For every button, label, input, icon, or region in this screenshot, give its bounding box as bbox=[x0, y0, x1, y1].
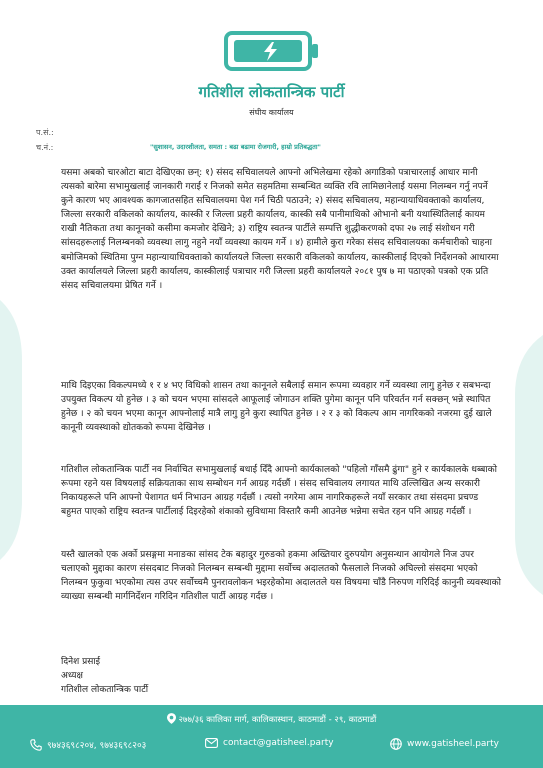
footer-email[interactable] bbox=[205, 738, 334, 748]
letter-paragraph-3: गतिशील लोकतान्त्रिक पार्टी नव निर्वाचित सभामुखलाई बधाई दिँदै आफ्नो कार्यकालको "पहिलो गाँसमै ढुंगा" हुने र कार्यकालके धब्बाको रूपमा रहने यस विषयलाई सक्रियताका साथ सम्बोधन गर्न आग्रह गर्दछौं । संसद सचिवालय लगायत माथि उल्लिखित अन्य सरकारी निकायहरूले पनि आफ्नो पेशागत धर्म निभाउन आग्रह गर्दछौं । त्यसो नगरेमा आम नागरिकहरूले नयाँ सरकार तथा संसदमा प्रचण्ड बहुमत पाएको राष्ट्रिय स्वतन्त्र पार्टीलाई दिइरहेको शंकाको सुविधामा विस्तारै कमी आउनेछ भन्नेमा सचेत रहन पनि आग्रह गर्दछौं । bbox=[61, 465, 498, 518]
battery-logo-icon bbox=[224, 30, 320, 72]
letter-paragraph-4: यस्तै खालको एक अर्को प्रसङ्गमा मनाङका सांसद टेक बहादुर गुरुङको हकमा अख्तियार दुरुपयोग अनुसन्धान आयोगले निज उपर चलाएको मुद्दाका कारण संसदबाट निजको निलम्बन सम्बन्धी मुद्दामा सर्वोच्च अदालतको फैसलाले निजको अघिल्लो संसदमा भएको निलम्बन फुकुवा भएकोमा त्यस उपर सर्वोच्चमै पुनरावलोकन भइरहेकोमा अदालतले यस विषयमा चाँडै निरुपण गरिदिई कानुनी व्यवस्थाको व्याख्या सम्बन्धी मार्गनिर्देशन गरिदिन गतिशील पार्टी आग्रह गर्दछ । bbox=[61, 550, 501, 603]
phone-icon bbox=[30, 739, 42, 751]
footer-email-text: contact@gatisheel.party bbox=[223, 738, 334, 748]
signatory-organization: गतिशील लोकतान्त्रिक पार्टी bbox=[61, 685, 149, 695]
letter-paragraph-1: यसमा अबको चारओटा बाटा देखिएका छन्: १) संसद सचिवालयले आफ्नो अभिलेखमा रहेको अगाडिको पत्राचारलाई आधार मानी त्यसको बारेमा सभामुखलाई जानकारी गराई र निजको समेत सहमतिमा सम्बन्धित व्यक्ति रवि लामिछानेलाई यसमा निलम्बन गर्नु नपर्ने कुने कारण भए आवश्यक कागजातसहित सचिवालयमा पेश गर्न चिठी पठाउने; २) संसद सचिवालय, महान्यायाधिवक्ताको कार्यालय, जिल्ला सरकारी वकिलको कार्यालय, कास्की र जिल्ला प्रहरी कार्यालय, कास्की सबै पानीमाथिको ओभानो बनी यथास्थितिलाई कायम राखी नैतिकता तथा कानूनको कसीमा कमजोर देखिने; ३) राष्ट्रिय स्वतन्त्र पार्टीले सम्पत्ति शुद्धीकरणको दफा २७ लाई संशोधन गरी सांसदहरूलाई निलम्बनको व्यवस्था लागु नहुने नयाँ व्यवस्था कायम गर्ने । ४) हामीले कुरा गरेका संसद सचिवालयका कर्मचारीको चाहना बमोजिमको स्थितिमा पुग्न महान्यायाधिवक्ताको कार्यालयले जिल्ला सरकारी वकिलको कार्यालय, कास्कीलाई दिएको निर्देशनको आधारमा उक्त कार्यालयले जिल्ला प्रहरी कार्यालय, कास्कीलाई पत्राचार गरी जिल्ला प्रहरी कार्यालयले २०८१ पुष ७ मा पठाएको पत्रको एक प्रति संसद सचिवालयमा प्रेषित गर्ने । bbox=[61, 168, 499, 291]
location-pin-icon bbox=[167, 713, 176, 724]
party-name: गतिशील लोकतान्त्रिक पार्टी bbox=[198, 83, 345, 101]
footer-phone-text: ९७४३६९८२०४, ९७४३६९८२०३ bbox=[47, 741, 147, 751]
signature-block bbox=[61, 655, 148, 697]
footer-address-text: २७७/३६ कालिका मार्ग, कालिकास्थान, काठमाडौं - २९, काठमाडौं bbox=[178, 715, 377, 725]
letter-paragraph-2: माथि दिइएका विकल्पमध्ये १ र ४ भए विधिको शासन तथा कानूनले सबैलाई समान रूपमा व्यवहार गर्ने व्यवस्था लागु हुनेछ र सबभन्दा उपयुक्त विकल्प यो हुनेछ । ३ को चयन भएमा सांसदले आफूलाई जोगाउन शक्ति पुगेमा कानून पनि परिवर्तन गर्न सक्छन् भन्ने स्थापित हुनेछ । २ को चयन भएमा कानून आफ्नोलाई मात्रै लागु हुने कुरा स्थापित हुनेछ । २ र ३ को विकल्प आम नागरिकको नजरमा दुई खाले कानूनी व्यवस्थाको द्योतकको रूपमा देखिनेछ । bbox=[61, 381, 492, 434]
footer-website[interactable] bbox=[390, 738, 499, 750]
footer-address bbox=[0, 713, 543, 725]
letter-footer bbox=[0, 705, 543, 768]
signatory-name: दिनेश प्रसाई bbox=[61, 657, 101, 667]
office-name: संघीय कार्यालय bbox=[249, 108, 294, 117]
globe-icon bbox=[390, 738, 402, 750]
decorative-curve-right bbox=[515, 335, 543, 595]
reference-number-label: प.सं.: bbox=[36, 128, 54, 137]
footer-website-text: www.gatisheel.party bbox=[407, 739, 499, 749]
email-icon bbox=[205, 738, 218, 748]
footer-phone[interactable] bbox=[30, 738, 146, 751]
signatory-title: अध्यक्ष bbox=[61, 671, 83, 681]
party-slogan: "सुशासन, उदारशीलता, समता : बढा बढामा रोजगारी, हाम्रो प्रतिबद्धता" bbox=[150, 143, 321, 151]
decorative-curve-left bbox=[0, 300, 22, 560]
letterhead bbox=[0, 0, 543, 150]
dispatch-number-label: च.नं.: bbox=[36, 143, 54, 152]
